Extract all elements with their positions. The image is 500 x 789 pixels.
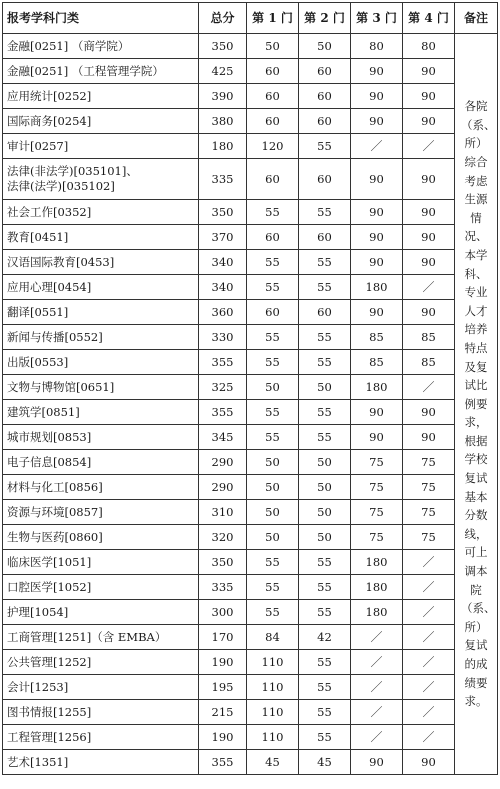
header-remark: 备注 — [455, 3, 498, 34]
subject-score-cell-1: 110 — [247, 725, 299, 750]
table-row — [3, 600, 498, 625]
subject-score-cell-2: 42 — [299, 625, 351, 650]
subject-score-cell-1: 110 — [247, 700, 299, 725]
subject-score-cell-4 — [403, 550, 455, 575]
table-row — [3, 325, 498, 350]
subject-score-cell-2: 60 — [299, 225, 351, 250]
table-row — [3, 400, 498, 425]
subject-score-cell-1: 50 — [247, 500, 299, 525]
subject-score-cell-3: 180 — [351, 575, 403, 600]
not-applicable-mark: ／ — [422, 680, 435, 694]
subject-score-cell-2: 55 — [299, 700, 351, 725]
total-score-cell: 320 — [199, 525, 247, 550]
subject-cell: 护理[1054] — [3, 600, 199, 625]
subject-cell: 材料与化工[0856] — [3, 475, 199, 500]
subject-cell: 审计[0257] — [3, 134, 199, 159]
subject-cell: 口腔医学[1052] — [3, 575, 199, 600]
not-applicable-mark: ／ — [422, 280, 435, 294]
subject-score-cell-4 — [403, 700, 455, 725]
subject-score-cell-1: 60 — [247, 225, 299, 250]
header-subject: 报考学科门类 — [3, 3, 199, 34]
remark-cell: 各院（系、所）综合考虑生源情况、本学科、专业人才培养特点及复试比例要求，根据学校复试基本分数线，可上调本院（系、所）复试的成绩要求。 — [455, 34, 498, 775]
total-score-cell: 425 — [199, 59, 247, 84]
total-score-cell: 350 — [199, 34, 247, 59]
total-score-cell: 190 — [199, 725, 247, 750]
total-score-cell: 345 — [199, 425, 247, 450]
subject-cell: 工程管理[1256] — [3, 725, 199, 750]
subject-score-cell-4 — [403, 134, 455, 159]
subject-score-cell-2: 50 — [299, 375, 351, 400]
subject-cell: 应用心理[0454] — [3, 275, 199, 300]
subject-cell: 金融[0251] （工程管理学院） — [3, 59, 199, 84]
not-applicable-mark: ／ — [422, 605, 435, 619]
subject-score-cell-4: 80 — [403, 34, 455, 59]
subject-score-cell-1: 50 — [247, 34, 299, 59]
table-row — [3, 500, 498, 525]
subject-score-cell-1: 45 — [247, 750, 299, 775]
subject-cell: 出版[0553] — [3, 350, 199, 375]
table-row — [3, 225, 498, 250]
table-row — [3, 275, 498, 300]
subject-score-cell-2: 55 — [299, 575, 351, 600]
subject-score-cell-1: 55 — [247, 250, 299, 275]
table-row — [3, 159, 498, 200]
total-score-cell: 310 — [199, 500, 247, 525]
subject-score-cell-4 — [403, 725, 455, 750]
subject-score-cell-4: 90 — [403, 159, 455, 200]
table-row — [3, 550, 498, 575]
not-applicable-mark: ／ — [422, 730, 435, 744]
subject-score-cell-4: 75 — [403, 525, 455, 550]
subject-score-cell-1: 50 — [247, 475, 299, 500]
table-row — [3, 700, 498, 725]
table-row — [3, 650, 498, 675]
total-score-cell: 355 — [199, 750, 247, 775]
not-applicable-mark: ／ — [370, 630, 383, 644]
total-score-cell: 335 — [199, 159, 247, 200]
subject-score-cell-3 — [351, 675, 403, 700]
subject-score-cell-2: 55 — [299, 600, 351, 625]
subject-score-cell-3 — [351, 725, 403, 750]
not-applicable-mark: ／ — [422, 139, 435, 153]
not-applicable-mark: ／ — [422, 655, 435, 669]
subject-cell: 应用统计[0252] — [3, 84, 199, 109]
subject-score-cell-4: 90 — [403, 59, 455, 84]
total-score-cell: 350 — [199, 200, 247, 225]
table-row — [3, 109, 498, 134]
subject-score-cell-2: 55 — [299, 550, 351, 575]
total-score-cell: 180 — [199, 134, 247, 159]
subject-score-cell-2: 55 — [299, 350, 351, 375]
subject-score-cell-4 — [403, 275, 455, 300]
total-score-cell: 360 — [199, 300, 247, 325]
header-row — [3, 3, 498, 34]
total-score-cell: 335 — [199, 575, 247, 600]
subject-score-cell-1: 60 — [247, 59, 299, 84]
subject-score-cell-2: 60 — [299, 84, 351, 109]
table-row — [3, 725, 498, 750]
total-score-cell: 350 — [199, 550, 247, 575]
subject-cell: 资源与环境[0857] — [3, 500, 199, 525]
not-applicable-mark: ／ — [422, 705, 435, 719]
subject-score-cell-1: 60 — [247, 300, 299, 325]
subject-score-cell-3: 90 — [351, 425, 403, 450]
subject-score-cell-3: 75 — [351, 450, 403, 475]
subject-score-cell-1: 110 — [247, 675, 299, 700]
subject-cell: 汉语国际教育[0453] — [3, 250, 199, 275]
subject-score-cell-3 — [351, 700, 403, 725]
subject-score-cell-1: 50 — [247, 375, 299, 400]
subject-score-cell-1: 50 — [247, 525, 299, 550]
subject-score-cell-3: 75 — [351, 475, 403, 500]
subject-score-cell-4: 75 — [403, 450, 455, 475]
subject-score-cell-4 — [403, 650, 455, 675]
subject-score-cell-1: 55 — [247, 350, 299, 375]
subject-score-cell-3: 85 — [351, 325, 403, 350]
subject-score-cell-3 — [351, 625, 403, 650]
subject-score-cell-4: 90 — [403, 200, 455, 225]
subject-score-cell-1: 110 — [247, 650, 299, 675]
table-row — [3, 450, 498, 475]
table-row — [3, 200, 498, 225]
not-applicable-mark: ／ — [370, 730, 383, 744]
header-subject-1: 第 1 门 — [247, 3, 299, 34]
subject-score-cell-1: 120 — [247, 134, 299, 159]
header-subject-3: 第 3 门 — [351, 3, 403, 34]
subject-score-cell-3: 180 — [351, 275, 403, 300]
header-subject-4: 第 4 门 — [403, 3, 455, 34]
subject-score-cell-2: 55 — [299, 200, 351, 225]
table-row — [3, 425, 498, 450]
subject-score-cell-2: 55 — [299, 275, 351, 300]
subject-cell: 生物与医药[0860] — [3, 525, 199, 550]
subject-score-cell-3: 90 — [351, 225, 403, 250]
subject-score-cell-3: 90 — [351, 159, 403, 200]
subject-score-cell-1: 55 — [247, 200, 299, 225]
subject-score-cell-4 — [403, 675, 455, 700]
subject-score-cell-4: 90 — [403, 84, 455, 109]
total-score-cell: 355 — [199, 400, 247, 425]
subject-score-cell-4: 90 — [403, 225, 455, 250]
subject-score-cell-2: 50 — [299, 34, 351, 59]
subject-score-cell-4: 90 — [403, 750, 455, 775]
subject-score-cell-2: 60 — [299, 109, 351, 134]
subject-score-cell-1: 50 — [247, 450, 299, 475]
subject-line: 法律(法学)[035102] — [7, 179, 115, 193]
not-applicable-mark: ／ — [422, 380, 435, 394]
subject-score-cell-4 — [403, 575, 455, 600]
subject-score-cell-2: 50 — [299, 525, 351, 550]
total-score-cell: 195 — [199, 675, 247, 700]
table-row — [3, 575, 498, 600]
subject-cell: 工商管理[1251]（含 EMBA） — [3, 625, 199, 650]
subject-score-cell-3: 90 — [351, 59, 403, 84]
score-requirements-table — [2, 2, 498, 775]
subject-score-cell-2: 50 — [299, 500, 351, 525]
subject-score-cell-4: 85 — [403, 350, 455, 375]
subject-score-cell-4: 75 — [403, 500, 455, 525]
total-score-cell: 340 — [199, 275, 247, 300]
subject-score-cell-1: 55 — [247, 550, 299, 575]
subject-score-cell-3: 75 — [351, 525, 403, 550]
subject-score-cell-3: 180 — [351, 550, 403, 575]
table-row — [3, 300, 498, 325]
subject-score-cell-2: 50 — [299, 475, 351, 500]
total-score-cell: 300 — [199, 600, 247, 625]
total-score-cell: 390 — [199, 84, 247, 109]
total-score-cell: 325 — [199, 375, 247, 400]
subject-score-cell-1: 55 — [247, 575, 299, 600]
subject-score-cell-4: 90 — [403, 250, 455, 275]
subject-score-cell-4 — [403, 600, 455, 625]
not-applicable-mark: ／ — [422, 555, 435, 569]
total-score-cell: 340 — [199, 250, 247, 275]
subject-score-cell-1: 55 — [247, 425, 299, 450]
subject-score-cell-2: 55 — [299, 650, 351, 675]
subject-cell: 临床医学[1051] — [3, 550, 199, 575]
header-total: 总分 — [199, 3, 247, 34]
subject-cell: 会计[1253] — [3, 675, 199, 700]
subject-score-cell-3: 80 — [351, 34, 403, 59]
score-table-container — [2, 2, 498, 775]
subject-cell: 新闻与传播[0552] — [3, 325, 199, 350]
subject-score-cell-3: 90 — [351, 400, 403, 425]
subject-score-cell-3: 90 — [351, 200, 403, 225]
subject-cell: 图书情报[1255] — [3, 700, 199, 725]
subject-score-cell-2: 55 — [299, 250, 351, 275]
subject-score-cell-3: 90 — [351, 250, 403, 275]
not-applicable-mark: ／ — [370, 139, 383, 153]
subject-score-cell-2: 55 — [299, 325, 351, 350]
subject-score-cell-4 — [403, 625, 455, 650]
total-score-cell: 290 — [199, 450, 247, 475]
total-score-cell: 215 — [199, 700, 247, 725]
subject-cell: 社会工作[0352] — [3, 200, 199, 225]
not-applicable-mark: ／ — [422, 630, 435, 644]
subject-score-cell-2: 45 — [299, 750, 351, 775]
subject-score-cell-2: 50 — [299, 450, 351, 475]
table-row — [3, 475, 498, 500]
subject-score-cell-1: 55 — [247, 400, 299, 425]
table-row — [3, 375, 498, 400]
not-applicable-mark: ／ — [370, 655, 383, 669]
subject-cell: 艺术[1351] — [3, 750, 199, 775]
total-score-cell: 190 — [199, 650, 247, 675]
subject-score-cell-2: 55 — [299, 134, 351, 159]
total-score-cell: 330 — [199, 325, 247, 350]
subject-score-cell-2: 55 — [299, 725, 351, 750]
subject-score-cell-1: 55 — [247, 275, 299, 300]
subject-score-cell-4 — [403, 375, 455, 400]
subject-cell — [3, 159, 199, 200]
subject-cell: 公共管理[1252] — [3, 650, 199, 675]
subject-score-cell-1: 55 — [247, 325, 299, 350]
total-score-cell: 370 — [199, 225, 247, 250]
subject-score-cell-3: 90 — [351, 750, 403, 775]
table-row — [3, 350, 498, 375]
table-body — [3, 34, 498, 775]
subject-cell: 国际商务[0254] — [3, 109, 199, 134]
subject-score-cell-1: 60 — [247, 109, 299, 134]
table-row — [3, 250, 498, 275]
subject-score-cell-3: 75 — [351, 500, 403, 525]
subject-score-cell-2: 55 — [299, 425, 351, 450]
subject-cell: 城市规划[0853] — [3, 425, 199, 450]
subject-score-cell-3 — [351, 134, 403, 159]
table-row — [3, 84, 498, 109]
table-row — [3, 525, 498, 550]
subject-score-cell-2: 60 — [299, 159, 351, 200]
subject-score-cell-3: 90 — [351, 109, 403, 134]
total-score-cell: 170 — [199, 625, 247, 650]
table-row — [3, 675, 498, 700]
subject-cell: 电子信息[0854] — [3, 450, 199, 475]
subject-cell: 翻译[0551] — [3, 300, 199, 325]
subject-score-cell-4: 90 — [403, 300, 455, 325]
subject-score-cell-2: 60 — [299, 300, 351, 325]
subject-score-cell-4: 90 — [403, 109, 455, 134]
table-row — [3, 59, 498, 84]
subject-score-cell-4: 85 — [403, 325, 455, 350]
subject-score-cell-2: 55 — [299, 400, 351, 425]
subject-cell: 文物与博物馆[0651] — [3, 375, 199, 400]
subject-score-cell-1: 60 — [247, 159, 299, 200]
subject-score-cell-4: 75 — [403, 475, 455, 500]
subject-score-cell-3: 90 — [351, 84, 403, 109]
subject-score-cell-3: 180 — [351, 600, 403, 625]
subject-cell: 建筑学[0851] — [3, 400, 199, 425]
total-score-cell: 355 — [199, 350, 247, 375]
subject-score-cell-2: 55 — [299, 675, 351, 700]
subject-score-cell-4: 90 — [403, 425, 455, 450]
subject-score-cell-3: 90 — [351, 300, 403, 325]
subject-score-cell-2: 60 — [299, 59, 351, 84]
subject-score-cell-1: 60 — [247, 84, 299, 109]
subject-score-cell-3 — [351, 650, 403, 675]
table-row — [3, 750, 498, 775]
not-applicable-mark: ／ — [422, 580, 435, 594]
table-row — [3, 134, 498, 159]
subject-score-cell-3: 180 — [351, 375, 403, 400]
not-applicable-mark: ／ — [370, 705, 383, 719]
total-score-cell: 380 — [199, 109, 247, 134]
table-row — [3, 625, 498, 650]
header-subject-2: 第 2 门 — [299, 3, 351, 34]
subject-cell: 教育[0451] — [3, 225, 199, 250]
not-applicable-mark: ／ — [370, 680, 383, 694]
total-score-cell: 290 — [199, 475, 247, 500]
subject-cell: 金融[0251] （商学院） — [3, 34, 199, 59]
subject-line: 法律(非法学)[035101]、 — [7, 164, 138, 178]
subject-score-cell-1: 84 — [247, 625, 299, 650]
table-row — [3, 34, 498, 59]
subject-score-cell-4: 90 — [403, 400, 455, 425]
subject-score-cell-3: 85 — [351, 350, 403, 375]
subject-score-cell-1: 55 — [247, 600, 299, 625]
